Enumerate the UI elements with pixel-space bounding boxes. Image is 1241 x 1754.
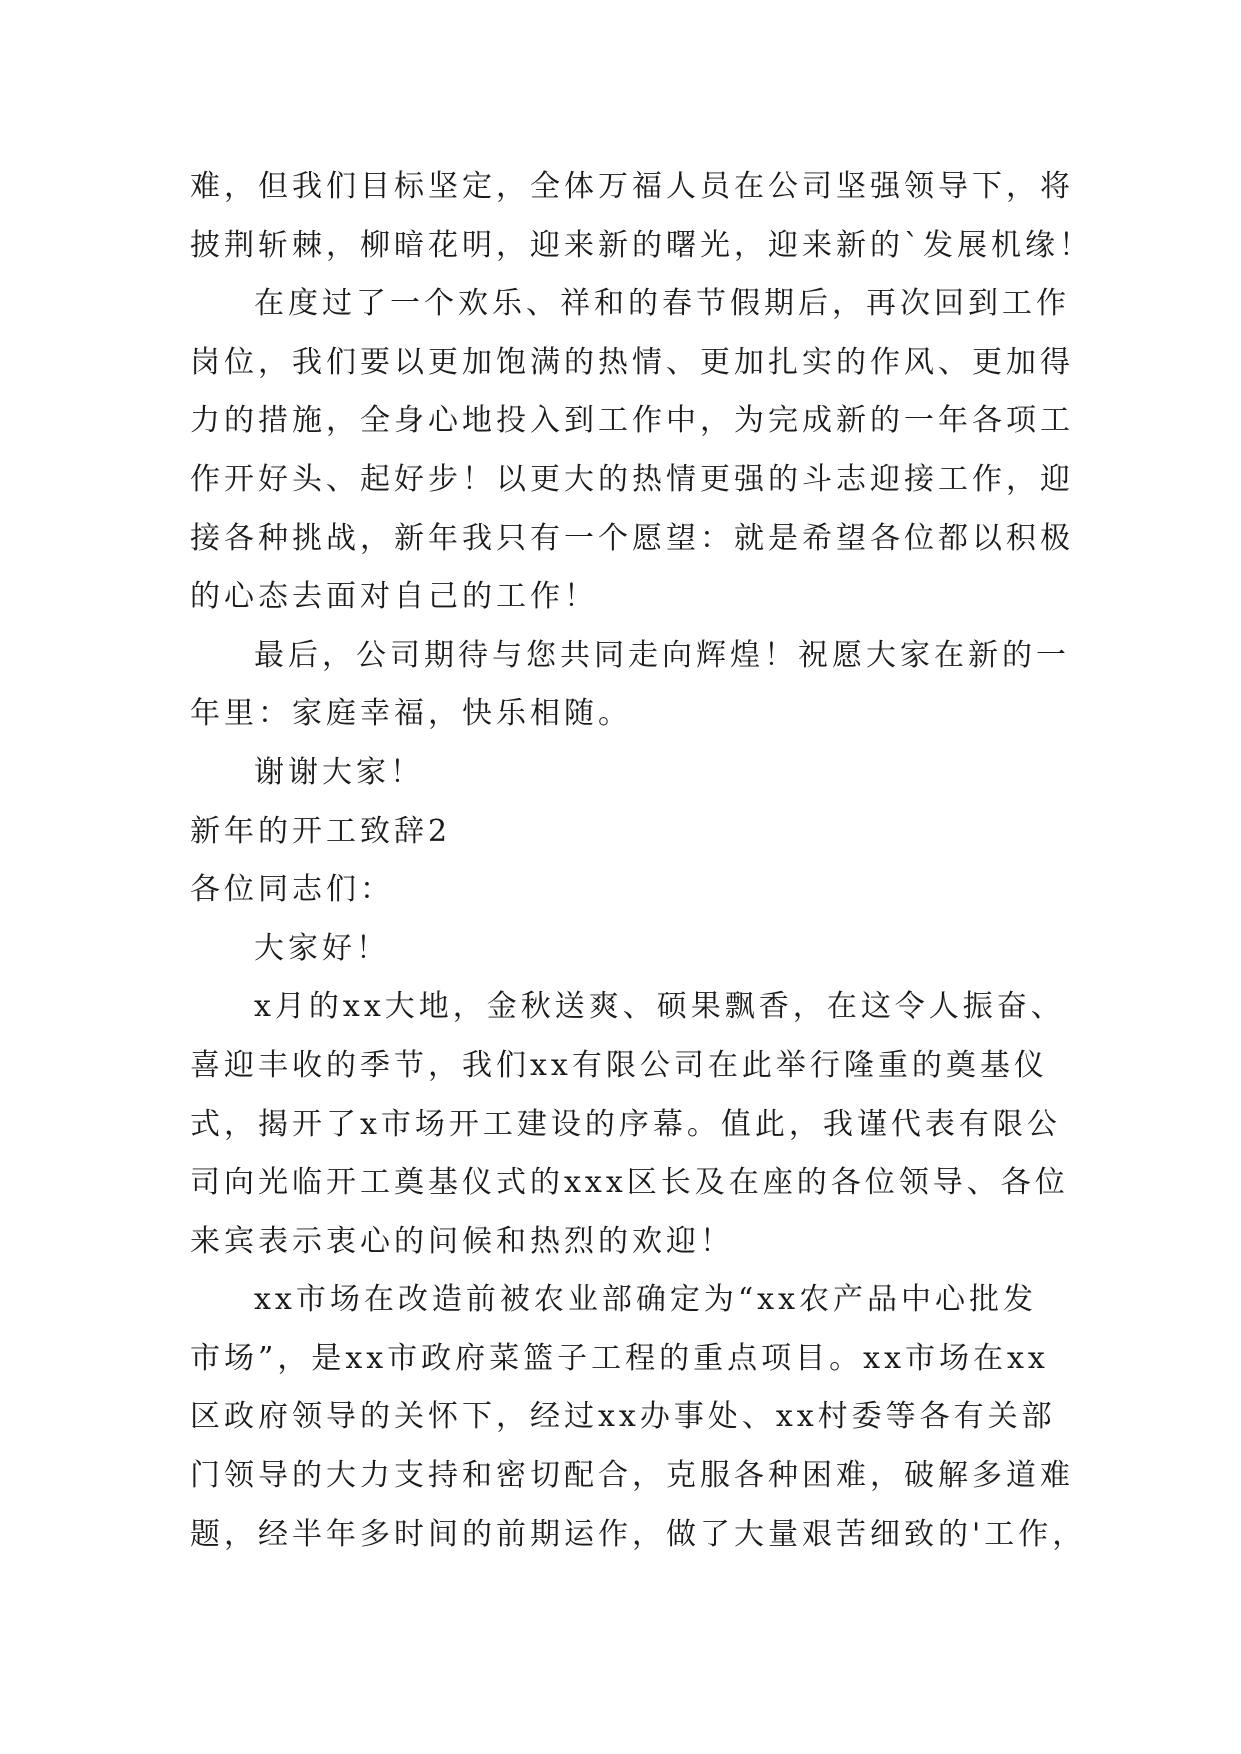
text-line: 的心态去面对自己的工作！ xyxy=(190,579,598,615)
text-line: 难，但我们目标坚定，全体万福人员在公司坚强领导下，将 xyxy=(190,169,1074,204)
text-line: 区政府领导的关怀下，经过xx办事处、xx村委等各有关部 xyxy=(190,1399,1056,1435)
text-line: 披荆斩棘，柳暗花明，迎来新的曙光，迎来新的`发展机缘！ xyxy=(190,227,1093,263)
text-line: 接各种挑战，新年我只有一个愿望：就是希望各位都以积极 xyxy=(190,520,1074,556)
text-line: 式，揭开了x市场开工建设的序幕。值此，我谨代表有限公 xyxy=(190,1106,1061,1142)
text-line: 力的措施，全身心地投入到工作中，为完成新的一年各项工 xyxy=(190,403,1074,439)
text-line: 岗位，我们要以更加饱满的热情、更加扎实的作风、更加得 xyxy=(190,344,1074,380)
text-line: x月的xx大地，金秋送爽、硕果飘香，在这令人振奋、 xyxy=(254,989,1065,1025)
text-line: 作开好头、起好步！以更大的热情更强的斗志迎接工作，迎 xyxy=(190,461,1074,497)
text-line: 喜迎丰收的季节，我们xx有限公司在此举行隆重的奠基仪 xyxy=(190,1047,1048,1083)
text-line: xx市场在改造前被农业部确定为“xx农产品中心批发 xyxy=(254,1282,1038,1318)
text-line: 在度过了一个欢乐、祥和的春节假期后，再次回到工作 xyxy=(254,286,1070,322)
text-line: 市场”，是xx市政府菜篮子工程的重点项目。xx市场在xx xyxy=(190,1340,1049,1376)
text-line: 谢谢大家！ xyxy=(254,754,424,790)
text-line: 年里：家庭幸福，快乐相随。 xyxy=(190,696,632,732)
greeting: 大家好！ xyxy=(254,930,390,966)
text-line: 司向光临开工奠基仪式的xxx区长及在座的各位领导、各位 xyxy=(190,1165,1069,1201)
text-line: 来宾表示衷心的问候和热烈的欢迎！ xyxy=(190,1223,734,1259)
document-body xyxy=(190,158,1093,1564)
section-heading: 新年的开工致辞2 xyxy=(190,813,452,849)
text-line: 最后，公司期待与您共同走向辉煌！祝愿大家在新的一 xyxy=(254,637,1070,673)
text-line: 门领导的大力支持和密切配合，克服各种困难，破解多道难 xyxy=(190,1458,1074,1494)
salutation: 各位同志们： xyxy=(190,872,394,908)
text-line: 题，经半年多时间的前期运作，做了大量艰苦细致的'工作， xyxy=(190,1516,1087,1552)
